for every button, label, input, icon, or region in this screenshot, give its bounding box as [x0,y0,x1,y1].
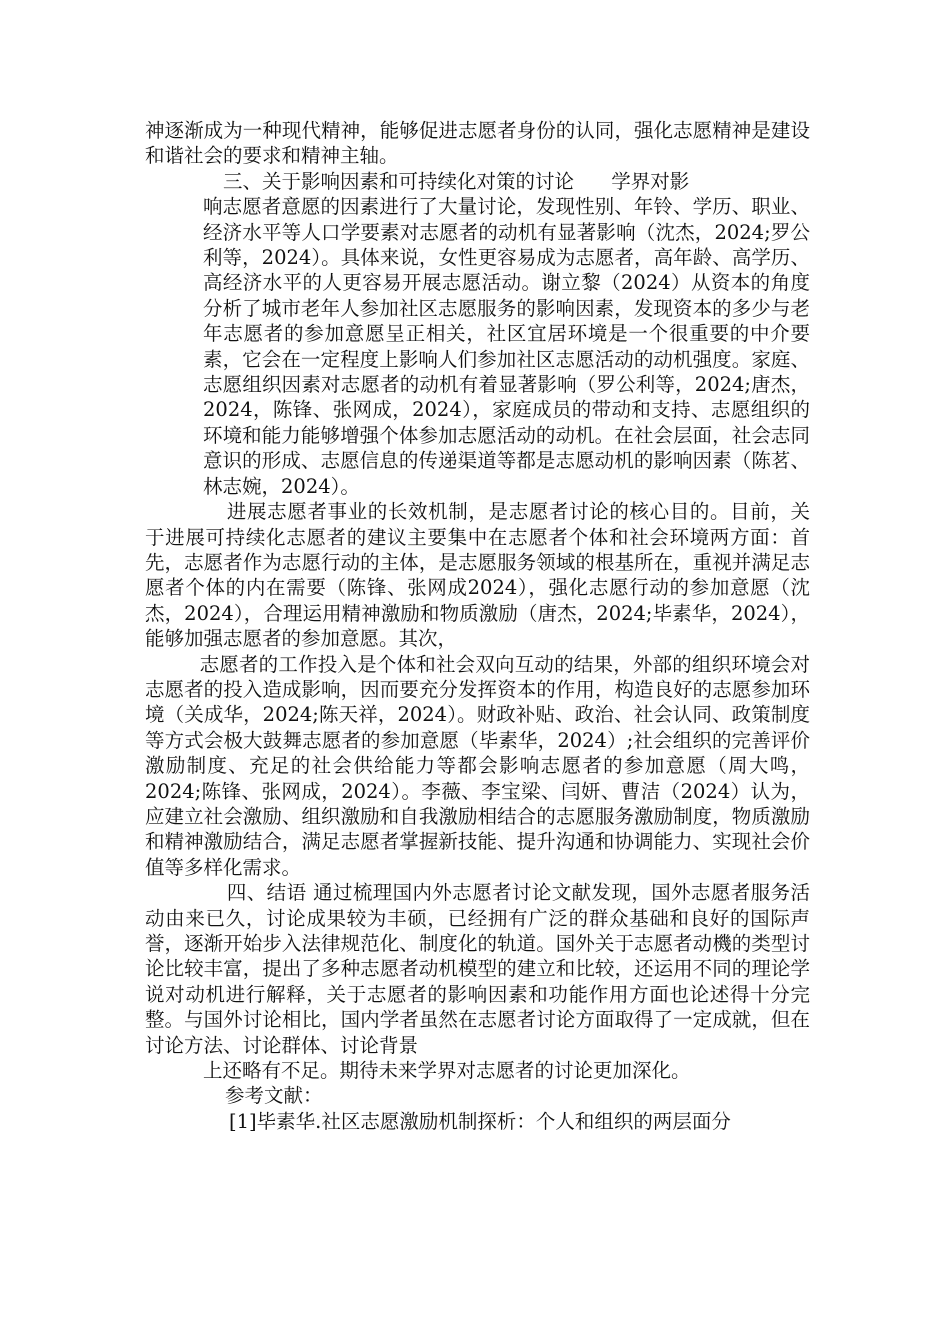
conclusion-text: 通过梳理国内外志愿者讨论文献发现，国外志愿者服务活动由来已久，讨论成果较为丰硕，已经拥有广泛的群众基础和良好的国际声誉，逐渐开始步入法律规范化、制度化的轨道。国外关于志愿者动機的类型讨论比较丰富，提出了多种志愿者动机模型的建立和比较，还运用不同的理论学说对动机进行解释，关于志愿者的影响因素和功能作用方面也论述得十分完整。与国外讨论相比，国内学者虽然在志愿者讨论方面取得了一定成就，但在讨论方法、讨论群体、讨论背景 [145,881,810,1057]
references-heading: 参考文献： [225,1084,323,1108]
document-body [145,118,810,1134]
section-3-heading-tail: 学界对影 [611,169,690,193]
section-3-heading-line [145,169,810,194]
conclusion-paragraph [145,880,810,1058]
conclusion-tail: 上还略有不足。期待未来学界对志愿者的讨论更加深化。 [203,1059,691,1083]
work-paragraph: 志愿者的工作投入是个体和社会双向互动的结果，外部的组织环境会对志愿者的投入造成影响，因而要充分发挥资本的作用，构造良好的志愿参加环境（关成华，2024;陈天祥，2024）。财政补贴、政治、社会认同、政策制度等方式会极大鼓舞志愿者的参加意愿（毕素华，2024）;社会组织的完善评价激励制度、充足的社会供给能力等都会影响志愿者的参加意愿（周大鸣，2024;陈锋、张网成，2024）。李薇、李宝梁、闫妍、曹洁（2024）认为，应建立社会激励、组织激励和自我激励相结合的志愿服务激励制度，物质激励和精神激励结合，满足志愿者掌握新技能、提升沟通和协调能力、实现社会价值等多样化需求。 [145,652,810,879]
reference-item: [1]毕素华.社区志愿激励机制探析：个人和组织的两层面分 [229,1109,731,1133]
section-3-heading: 三、关于影响因素和可持续化对策的讨论 [223,169,575,193]
factors-paragraph: 响志愿者意愿的因素进行了大量讨论，发现性别、年铃、学历、职业、经济水平等人口学要素对志愿者的动机有显著影响（沈杰，2024;罗公利等，2024）。具体来说，女性更容易成为志愿者，高年龄、高学历、高经济水平的人更容易开展志愿活动。谢立黎（2024）从资本的角度分析了城市老年人参加社区志愿服务的影响因素，发现资本的多少与老年志愿者的参加意愿呈正相关，社区宜居环境是一个很重要的中介要素，它会在一定程度上影响人们参加社区志愿活动的动机强度。家庭、志愿组织因素对志愿者的动机有着显著影响（罗公利等，2024;唐杰，2024，陈锋、张网成，2024），家庭成员的带动和支持、志愿组织的环境和能力能够增强个体参加志愿活动的动机。在社会层面，社会志同意识的形成、志愿信息的传递渠道等都是志愿动机的影响因素（陈茗、林志婉，2024）。 [203,195,810,498]
intro-paragraph: 神逐渐成为一种现代精神，能够促进志愿者身份的认同，强化志愿精神是建设和谐社会的要求和精神主轴。 [145,119,810,168]
section-4-heading: 四、结语 [226,881,307,905]
mechanism-paragraph: 进展志愿者事业的长效机制，是志愿者讨论的核心目的。目前，关于进展可持续化志愿者的建议主要集中在志愿者个体和社会环境两方面：首先，志愿者作为志愿行动的主体，是志愿服务领域的根基所在，重视并满足志愿者个体的内在需要（陈锋、张网成2024），强化志愿行动的参加意愿（沈杰，2024），合理运用精神激励和物质激励（唐杰，2024;毕素华，2024），能够加强志愿者的参加意愿。其次， [145,500,810,651]
